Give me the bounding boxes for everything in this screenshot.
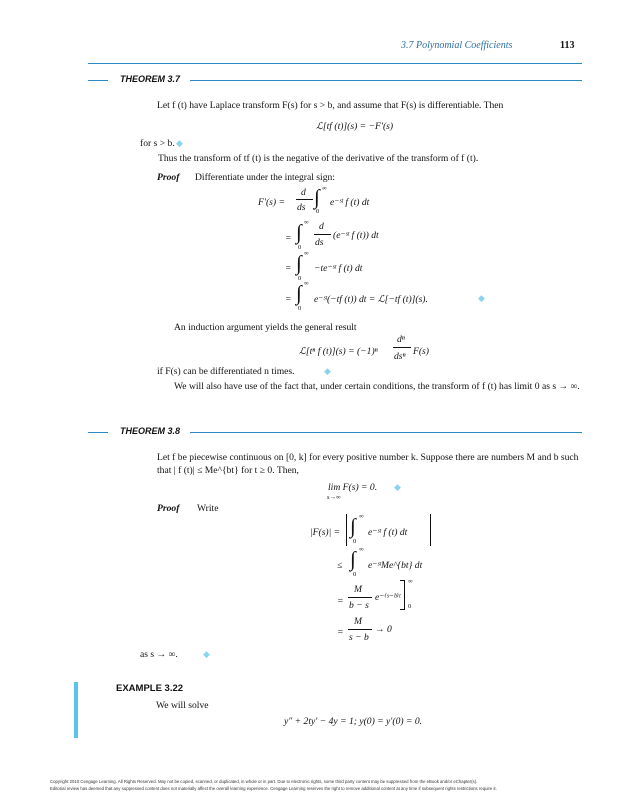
lower-limit: 0 [316,208,320,215]
p4-num: M [354,616,362,627]
p3-equals: = [337,596,344,607]
diamond-icon: ◆ [324,366,331,376]
eq4-integrand: e⁻ˢᵗ(−tf (t)) dt = ℒ[−tf (t)](s). [314,294,428,305]
lower-limit: 0 [298,305,302,312]
p3-num: M [354,584,362,595]
example-intro: We will solve [156,700,209,711]
header-rule [88,63,582,64]
running-title: 3.7 Polynomial Coefficients [401,40,513,51]
p1-lhs: |F(s)| = [310,527,341,538]
limit-formula: lim F(s) = 0. [328,482,378,493]
general-num: dⁿ [397,334,405,345]
diamond-icon: ◆ [203,649,210,659]
limit-sub: s→∞ [327,494,341,501]
p1-integrand: e⁻ˢᵗ f (t) dt [368,527,408,538]
upper-limit: ∞ [322,185,327,192]
induction-text: An induction argument yields the general result [174,322,357,333]
proof-label: Proof [157,503,180,514]
integral-sign: ∫ [296,220,302,244]
general-rhs: F(s) [413,346,429,357]
integral-sign: ∫ [296,251,302,275]
eq3-integrand: −te⁻ˢᵗ f (t) dt [314,263,363,274]
diamond-icon: ◆ [394,482,401,492]
proof-label: Proof [157,172,180,183]
theorem-3-7-label: THEOREM 3.7 [120,74,181,84]
p4-equals: = [337,627,344,638]
proof-text: Write [197,503,219,514]
upper-limit: ∞ [359,513,364,520]
eq2-num: d [319,221,324,232]
example-accent-bar [74,682,78,738]
proof-text: Differentiate under the integral sign: [195,172,335,183]
upper-limit: ∞ [304,250,309,257]
lower-limit: 0 [408,603,412,610]
for-clause: for s > b. [140,138,175,149]
p4-arrow: → 0 [375,624,392,635]
general-lhs: ℒ[tⁿ f (t)](s) = (−1)ⁿ [299,346,378,357]
eq1-num: d [301,187,306,198]
lower-limit: 0 [353,538,357,545]
upper-limit: ∞ [304,280,309,287]
theorem-3-7-remark: Thus the transform of tf (t) is the negative of the derivative of the transform of f (t). [158,153,479,164]
eq3-equals: = [285,263,292,274]
integral-sign: ∫ [314,185,320,209]
upper-limit: ∞ [408,578,413,585]
p2-rel: ≤ [337,560,343,571]
after-general: if F(s) can be differentiated n times. [157,366,295,377]
example-label: EXAMPLE 3.22 [116,683,184,694]
general-den: dsⁿ [394,351,406,362]
example-equation: y″ + 2ty′ − 4y = 1; y(0) = y′(0) = 0. [284,716,423,727]
footer-line-1: Copyright 2010 Cengage Learning. All Rights Reserved. May not be copied, scanned, or duplicated, in whole or in part. Due to electronic rights, some third party content may be suppressed from the eBook and/or eChapter(s). [50,779,478,784]
p2-integrand: e⁻ˢᵗMe^{bt} dt [368,560,423,571]
as-clause: as s → ∞. [140,649,178,660]
integral-sign: ∫ [350,547,356,571]
upper-limit: ∞ [304,219,309,226]
p3-den: b − s [349,600,369,611]
integral-sign: ∫ [350,514,356,538]
integral-sign: ∫ [296,281,302,305]
theorem-3-7-statement: Let f (t) have Laplace transform F(s) for s > b, and assume that F(s) is differentiable. Then [157,100,504,111]
p3-exp: e⁻⁽ˢ⁻ᵇ⁾ᵗ [375,592,401,603]
theorem-3-7-formula: ℒ[tf (t)](s) = −F′(s) [316,121,394,132]
eq4-equals: = [285,294,292,305]
lower-limit: 0 [353,571,357,578]
eq1-integrand: e⁻ˢᵗ f (t) dt [330,197,370,208]
theorem-3-8-statement: Let f be piecewise continuous on [0, k] for every positive number k. Suppose there are numbers M and b such that | f (t)| ≤ Me^{bt} for t ≥ 0. Then, [157,452,579,476]
upper-limit: ∞ [359,546,364,553]
lower-limit: 0 [298,244,302,251]
page-number: 113 [560,40,575,51]
eq2-den: ds [315,237,324,248]
diamond-icon: ◆ [478,293,485,303]
lower-limit: 0 [298,275,302,282]
footer-line-2: Editorial review has deemed that any suppressed content does not materially affect the overall learning experience. Cengage Learning reserves the right to remove additional content at any time if subsequent rights restrictions require it. [50,786,497,791]
theorem-3-8-label: THEOREM 3.8 [120,426,181,436]
eq1-lhs: F′(s) = [258,197,285,208]
eq2-equals: = [285,233,292,244]
p4-den: s − b [349,632,369,643]
diamond-icon: ◆ [176,138,183,148]
eq2-integrand: (e⁻ˢᵗ f (t)) dt [333,230,379,241]
eq1-den: ds [297,202,306,213]
limit-text: We will also have use of the fact that, under certain conditions, the transform of f (t) has limit 0 as s → ∞. [174,381,580,392]
